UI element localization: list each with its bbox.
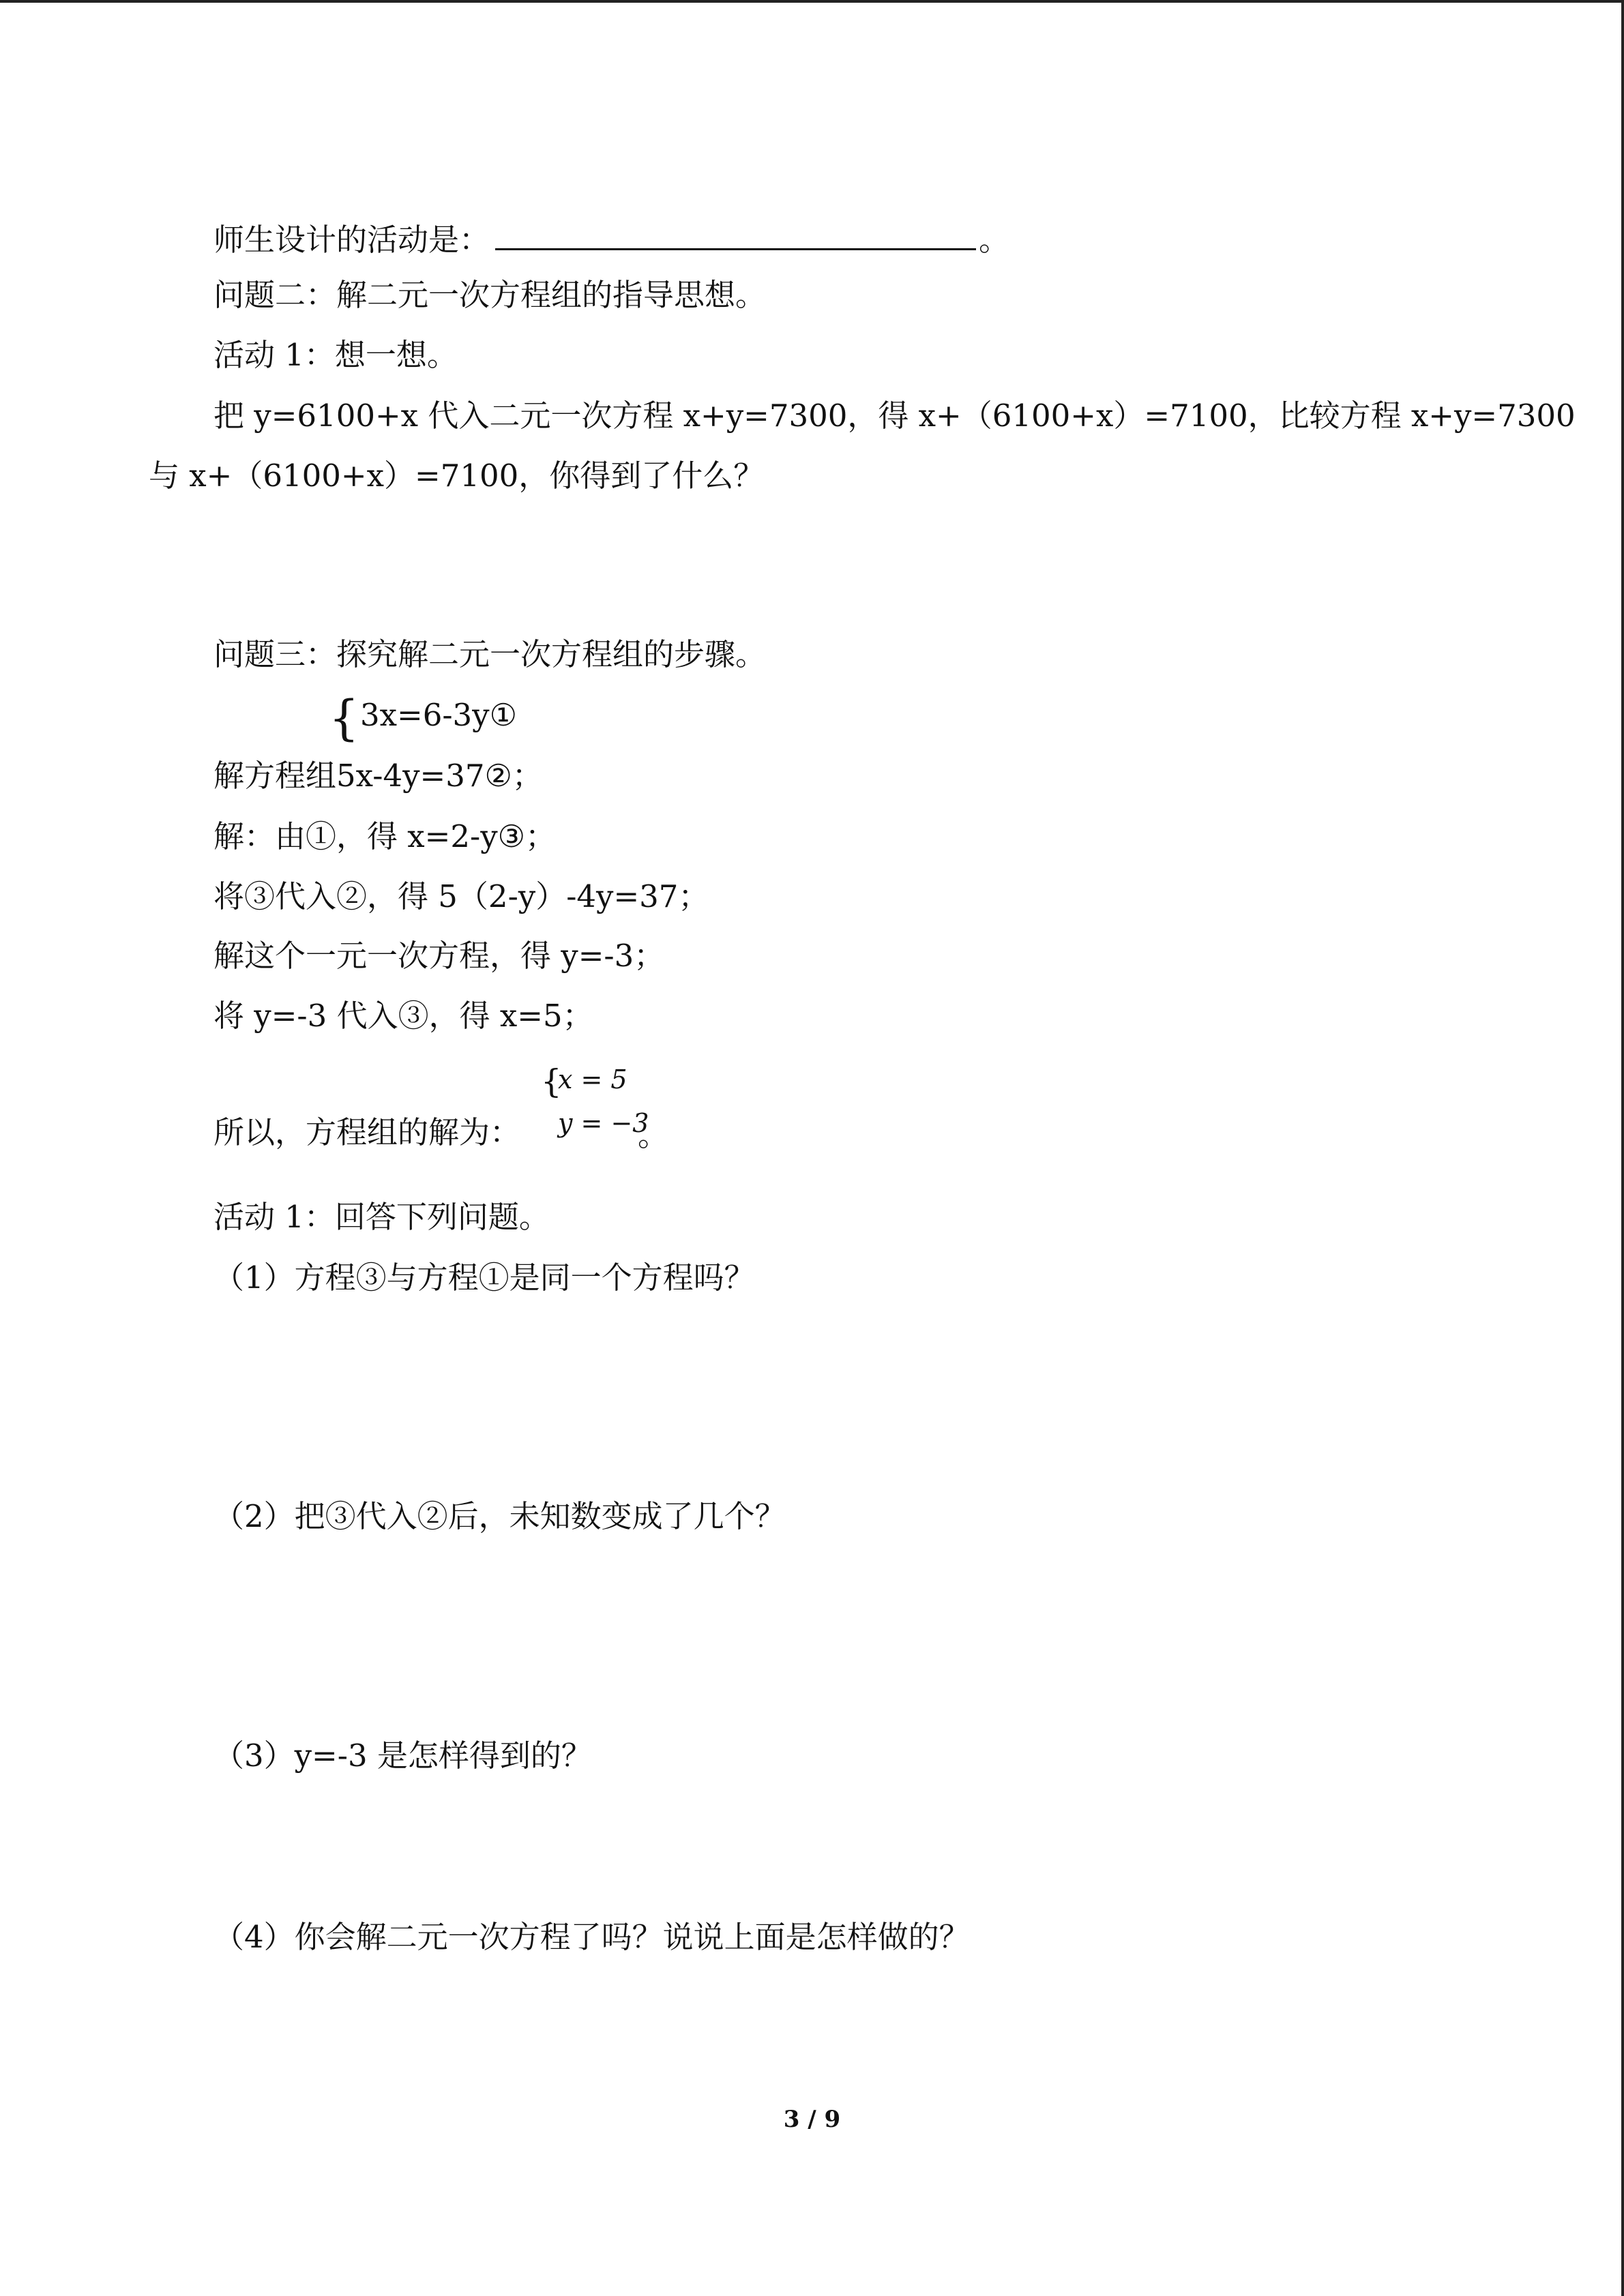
- system-brace: {: [329, 690, 359, 746]
- solution-step-1: 解：由①，得 x=2-y③；: [213, 818, 556, 854]
- question-two-paragraph-line-1: 把 y=6100+x 代入二元一次方程 x+y=7300，得 x+（6100+x）=7100，比较方程 x+y=7300: [213, 398, 1576, 434]
- answer-solution-x: x = 5: [558, 1064, 628, 1094]
- activity-label: 师生设计的活动是：: [213, 222, 490, 258]
- sub-question-3: （3）y=-3 是怎样得到的？: [213, 1738, 592, 1774]
- question-two-activity: 活动 1：想一想。: [213, 337, 458, 373]
- system-equation-2: 5x-4y=37②；: [336, 758, 543, 794]
- page-border-right: [1621, 0, 1624, 2296]
- question-two-title: 问题二：解二元一次方程组的指导思想。: [213, 277, 767, 313]
- fill-in-blank[interactable]: [495, 217, 976, 250]
- page-border-top: [0, 0, 1624, 3]
- activity-line: [213, 217, 1009, 259]
- question-two-paragraph-line-2: 与 x+（6100+x）=7100，你得到了什么？: [149, 458, 765, 494]
- sub-question-1: （1）方程③与方程①是同一个方程吗？: [213, 1259, 755, 1296]
- question-three-title: 问题三：探究解二元一次方程组的步骤。: [213, 636, 767, 672]
- answer-line: [213, 1114, 520, 1152]
- solution-step-3: 解这个一元一次方程，得 y=-3；: [213, 938, 665, 974]
- solution-step-4: 将 y=-3 代入③，得 x=5；: [213, 998, 593, 1034]
- question-three-activity: 活动 1：回答下列问题。: [213, 1199, 550, 1235]
- answer-solution-y: y = −3: [558, 1108, 649, 1138]
- sub-question-2: （2）把③代入②后，未知数变成了几个？: [213, 1498, 786, 1534]
- page-number: 3 / 9: [783, 2106, 841, 2133]
- solution-step-2: 将③代入②，得 5（2-y）-4y=37；: [213, 878, 709, 914]
- answer-brace: {: [541, 1062, 562, 1101]
- answer-end: 。: [638, 1117, 669, 1153]
- system-equation-1: 3x=6-3y①: [360, 697, 517, 733]
- sub-question-4: （4）你会解二元一次方程了吗？说说上面是怎样做的？: [213, 1919, 970, 1955]
- system-prefix: 解方程组: [213, 758, 337, 794]
- system-line-2: [213, 757, 543, 795]
- activity-end: 。: [979, 222, 1010, 258]
- answer-prefix: 所以，方程组的解为：: [213, 1114, 521, 1150]
